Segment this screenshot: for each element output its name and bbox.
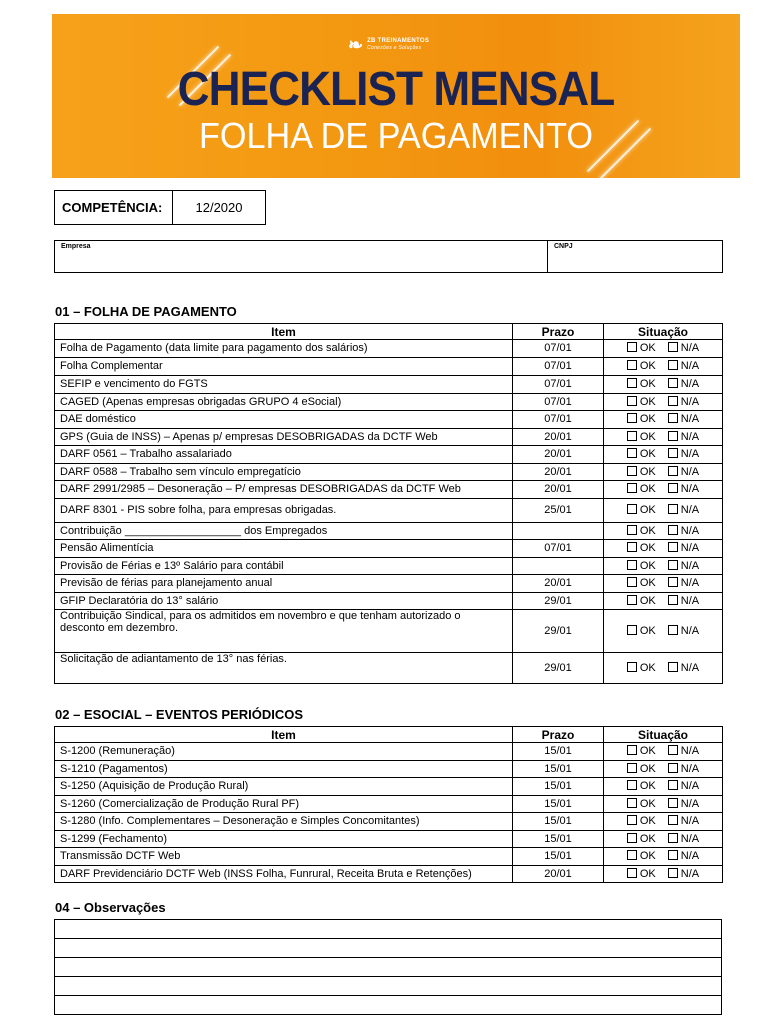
table-row (55, 357, 723, 376)
logo-name: ZB TREINAMENTOS (367, 38, 430, 44)
row-item: GPS (Guia de INSS) – Apenas p/ empresas DESOBRIGADAS da DCTF Web (55, 428, 513, 446)
na-option[interactable] (668, 431, 699, 443)
table-row (55, 411, 723, 429)
column-header-situacao: Situação (604, 727, 723, 743)
ok-label: OK (639, 815, 656, 828)
ok-label: OK (639, 360, 656, 373)
row-prazo: 15/01 (513, 743, 604, 761)
company-logo (348, 34, 429, 56)
ok-option[interactable] (627, 577, 656, 589)
na-checkbox[interactable] (668, 342, 678, 352)
row-situacao (604, 760, 723, 778)
row-item: S-1250 (Aquisição de Produção Rural) (55, 778, 513, 796)
na-label: N/A (680, 448, 700, 461)
na-label: N/A (680, 360, 700, 373)
row-item: CAGED (Apenas empresas obrigadas GRUPO 4 eSocial) (55, 393, 513, 411)
observation-line[interactable] (55, 996, 722, 1015)
ok-checkbox[interactable] (627, 780, 637, 790)
na-checkbox[interactable] (668, 504, 678, 514)
na-label: N/A (680, 542, 700, 555)
na-option[interactable] (668, 815, 699, 827)
row-situacao (604, 813, 723, 831)
row-prazo: 20/01 (513, 481, 604, 499)
ok-label: OK (639, 594, 656, 607)
ok-checkbox[interactable] (627, 868, 637, 878)
ok-option[interactable] (627, 625, 656, 637)
competencia-box (54, 190, 266, 225)
row-item: S-1210 (Pagamentos) (55, 760, 513, 778)
na-option[interactable] (668, 542, 699, 554)
table-row (55, 481, 723, 499)
section-title-folha: 01 – FOLHA DE PAGAMENTO (55, 304, 237, 319)
ok-checkbox[interactable] (627, 815, 637, 825)
observation-line[interactable] (55, 977, 722, 996)
logo-tagline: Conexões e Soluções (367, 45, 422, 51)
ok-label: OK (639, 465, 656, 478)
row-prazo: 15/01 (513, 795, 604, 813)
row-prazo: 20/01 (513, 428, 604, 446)
ok-checkbox[interactable] (627, 560, 637, 570)
na-checkbox[interactable] (668, 662, 678, 672)
na-checkbox[interactable] (668, 798, 678, 808)
na-option[interactable] (668, 763, 699, 775)
ok-checkbox[interactable] (627, 542, 637, 552)
table-row (55, 575, 723, 593)
na-checkbox[interactable] (668, 833, 678, 843)
ok-checkbox[interactable] (627, 763, 637, 773)
row-item: DARF 0588 – Trabalho sem vínculo empregatício (55, 463, 513, 481)
row-prazo: 15/01 (513, 830, 604, 848)
ok-checkbox[interactable] (627, 448, 637, 458)
row-prazo: 07/01 (513, 411, 604, 429)
na-label: N/A (680, 577, 700, 590)
page-subtitle: FOLHA DE PAGAMENTO (198, 115, 594, 156)
ok-option[interactable] (627, 342, 656, 354)
na-option[interactable] (668, 448, 699, 460)
na-option[interactable] (668, 413, 699, 425)
na-label: N/A (680, 797, 700, 810)
na-label: N/A (680, 867, 700, 880)
page-title: CHECKLIST MENSAL (177, 63, 615, 116)
ok-checkbox[interactable] (627, 413, 637, 423)
na-option[interactable] (668, 595, 699, 607)
row-item: Contribuição Sindical, para os admitidos em novembro e que tenham autorizado o desconto em dezembro. (55, 610, 513, 653)
row-situacao (604, 610, 723, 653)
header-banner (52, 14, 740, 178)
row-item: DAE doméstico (55, 411, 513, 429)
na-option[interactable] (668, 466, 699, 478)
row-situacao (604, 653, 723, 684)
ok-label: OK (639, 662, 656, 674)
row-situacao (604, 463, 723, 481)
ok-checkbox[interactable] (627, 360, 637, 370)
na-label: N/A (680, 762, 700, 775)
ok-checkbox[interactable] (627, 525, 637, 535)
ok-label: OK (639, 745, 656, 758)
observacoes-lines (54, 919, 722, 1015)
row-prazo: 15/01 (513, 813, 604, 831)
na-label: N/A (680, 780, 700, 793)
column-header-item: Item (55, 727, 513, 743)
row-prazo: 07/01 (513, 540, 604, 558)
row-prazo: 07/01 (513, 340, 604, 358)
na-label: N/A (680, 378, 700, 391)
na-checkbox[interactable] (668, 595, 678, 605)
empresa-label: Empresa (61, 243, 91, 250)
ok-option[interactable] (627, 525, 656, 537)
na-checkbox[interactable] (668, 360, 678, 370)
table-row (55, 610, 723, 653)
na-label: N/A (680, 342, 700, 355)
table-row (55, 743, 723, 761)
na-option[interactable] (668, 798, 699, 810)
na-option[interactable] (668, 662, 699, 674)
ok-label: OK (639, 797, 656, 810)
row-item: DARF 8301 - PIS sobre folha, para empresas obrigadas. (55, 498, 513, 522)
ok-option[interactable] (627, 466, 656, 478)
cnpj-field[interactable] (548, 241, 722, 272)
ok-label: OK (639, 395, 656, 408)
row-item: Contribuição ___________________ dos Empregados (55, 522, 513, 540)
cnpj-label: CNPJ (554, 243, 573, 250)
ok-checkbox[interactable] (627, 431, 637, 441)
ok-checkbox[interactable] (627, 833, 637, 843)
table-row (55, 522, 723, 540)
ok-checkbox[interactable] (627, 396, 637, 406)
ok-label: OK (639, 342, 656, 355)
row-prazo: 20/01 (513, 463, 604, 481)
ok-label: OK (639, 867, 656, 880)
na-option[interactable] (668, 560, 699, 572)
row-prazo (513, 522, 604, 540)
na-label: N/A (680, 504, 700, 516)
ok-label: OK (639, 378, 656, 391)
row-item: Pensão Alimentícia (55, 540, 513, 558)
ok-label: OK (639, 542, 656, 555)
row-item: SEFIP e vencimento do FGTS (55, 376, 513, 394)
row-prazo: 07/01 (513, 393, 604, 411)
row-item: DARF Previdenciário DCTF Web (INSS Folha, Funrural, Receita Bruta e Retenções) (55, 865, 513, 883)
row-situacao (604, 446, 723, 464)
row-prazo: 29/01 (513, 653, 604, 684)
na-checkbox[interactable] (668, 483, 678, 493)
na-option[interactable] (668, 483, 699, 495)
ok-label: OK (639, 832, 656, 845)
row-prazo: 15/01 (513, 848, 604, 866)
na-checkbox[interactable] (668, 577, 678, 587)
row-situacao (604, 340, 723, 358)
row-situacao (604, 830, 723, 848)
na-checkbox[interactable] (668, 466, 678, 476)
row-prazo: 25/01 (513, 498, 604, 522)
table-row (55, 830, 723, 848)
table-row (55, 778, 723, 796)
table-row (55, 813, 723, 831)
row-situacao (604, 376, 723, 394)
table-row (55, 498, 723, 522)
empresa-box (54, 240, 723, 273)
na-checkbox[interactable] (668, 850, 678, 860)
table-row (55, 848, 723, 866)
na-label: N/A (680, 625, 700, 637)
ok-label: OK (639, 780, 656, 793)
ok-checkbox[interactable] (627, 466, 637, 476)
table-row (55, 446, 723, 464)
row-item: DARF 0561 – Trabalho assalariado (55, 446, 513, 464)
ok-option[interactable] (627, 833, 656, 845)
esocial-checklist-table (54, 726, 723, 883)
column-header-prazo: Prazo (513, 324, 604, 340)
na-option[interactable] (668, 504, 699, 516)
row-situacao (604, 592, 723, 610)
ok-option[interactable] (627, 595, 656, 607)
ok-option[interactable] (627, 560, 656, 572)
ok-option[interactable] (627, 360, 656, 372)
ok-label: OK (639, 850, 656, 863)
ok-option[interactable] (627, 662, 656, 674)
row-prazo: 15/01 (513, 778, 604, 796)
table-row (55, 376, 723, 394)
ok-option[interactable] (627, 850, 656, 862)
ok-label: OK (639, 448, 656, 461)
na-checkbox[interactable] (668, 745, 678, 755)
na-option[interactable] (668, 378, 699, 390)
na-option[interactable] (668, 850, 699, 862)
ok-label: OK (639, 483, 656, 496)
table-row (55, 592, 723, 610)
row-situacao (604, 795, 723, 813)
competencia-value[interactable]: 12/2020 (195, 200, 243, 215)
na-checkbox[interactable] (668, 542, 678, 552)
table-row (55, 795, 723, 813)
row-prazo: 15/01 (513, 760, 604, 778)
table-row (55, 557, 723, 575)
na-checkbox[interactable] (668, 413, 678, 423)
observation-line[interactable] (55, 958, 722, 977)
na-label: N/A (680, 413, 700, 426)
ok-option[interactable] (627, 815, 656, 827)
na-checkbox[interactable] (668, 763, 678, 773)
table-row (55, 760, 723, 778)
na-checkbox[interactable] (668, 868, 678, 878)
na-option[interactable] (668, 780, 699, 792)
ok-option[interactable] (627, 413, 656, 425)
ok-label: OK (639, 625, 656, 637)
row-prazo: 20/01 (513, 446, 604, 464)
na-checkbox[interactable] (668, 525, 678, 535)
na-label: N/A (680, 524, 700, 537)
ok-checkbox[interactable] (627, 342, 637, 352)
ok-checkbox[interactable] (627, 625, 637, 635)
ok-checkbox[interactable] (627, 483, 637, 493)
ok-checkbox[interactable] (627, 378, 637, 388)
na-option[interactable] (668, 360, 699, 372)
ok-option[interactable] (627, 504, 656, 516)
row-prazo: 07/01 (513, 376, 604, 394)
row-situacao (604, 428, 723, 446)
ok-label: OK (639, 762, 656, 775)
row-item: Solicitação de adiantamento de 13° nas férias. (55, 653, 513, 684)
row-situacao (604, 393, 723, 411)
column-header-item: Item (55, 324, 513, 340)
folha-checklist-table (54, 323, 723, 684)
ok-checkbox[interactable] (627, 595, 637, 605)
ok-option[interactable] (627, 798, 656, 810)
row-item: Previsão de férias para planejamento anual (55, 575, 513, 593)
competencia-label: COMPETÊNCIA: (55, 191, 173, 224)
row-situacao (604, 522, 723, 540)
na-checkbox[interactable] (668, 560, 678, 570)
ok-option[interactable] (627, 448, 656, 460)
row-item: S-1299 (Fechamento) (55, 830, 513, 848)
table-row (55, 865, 723, 883)
column-header-prazo: Prazo (513, 727, 604, 743)
na-checkbox[interactable] (668, 396, 678, 406)
table-row (55, 340, 723, 358)
row-situacao (604, 743, 723, 761)
ok-option[interactable] (627, 483, 656, 495)
na-option[interactable] (668, 868, 699, 880)
na-option[interactable] (668, 396, 699, 408)
na-option[interactable] (668, 525, 699, 537)
ok-label: OK (639, 577, 656, 590)
na-checkbox[interactable] (668, 448, 678, 458)
ok-label: OK (639, 504, 656, 516)
row-item: GFIP Declaratória do 13° salário (55, 592, 513, 610)
observation-line[interactable] (55, 939, 722, 958)
ok-option[interactable] (627, 542, 656, 554)
row-situacao (604, 848, 723, 866)
ok-checkbox[interactable] (627, 745, 637, 755)
na-option[interactable] (668, 745, 699, 757)
ok-checkbox[interactable] (627, 850, 637, 860)
na-label: N/A (680, 832, 700, 845)
ok-checkbox[interactable] (627, 504, 637, 514)
ok-option[interactable] (627, 763, 656, 775)
na-option[interactable] (668, 833, 699, 845)
ok-label: OK (639, 524, 656, 537)
row-item: S-1200 (Remuneração) (55, 743, 513, 761)
na-checkbox[interactable] (668, 431, 678, 441)
row-situacao (604, 411, 723, 429)
row-item: DARF 2991/2985 – Desoneração – P/ empresas DESOBRIGADAS da DCTF Web (55, 481, 513, 499)
row-situacao (604, 557, 723, 575)
row-item: Provisão de Férias e 13º Salário para contábil (55, 557, 513, 575)
section-title-esocial: 02 – ESOCIAL – EVENTOS PERIÓDICOS (55, 707, 304, 722)
ok-option[interactable] (627, 378, 656, 390)
row-situacao (604, 778, 723, 796)
row-situacao (604, 357, 723, 376)
row-item: S-1280 (Info. Complementares – Desoneração e Simples Concomitantes) (55, 813, 513, 831)
ok-option[interactable] (627, 396, 656, 408)
na-label: N/A (680, 395, 700, 408)
na-label: N/A (680, 850, 700, 863)
ok-label: OK (639, 430, 656, 443)
na-label: N/A (680, 559, 700, 572)
ok-checkbox[interactable] (627, 798, 637, 808)
na-option[interactable] (668, 625, 699, 637)
ok-option[interactable] (627, 431, 656, 443)
row-situacao (604, 865, 723, 883)
table-row (55, 653, 723, 684)
column-header-situacao: Situação (604, 324, 723, 340)
row-item: Folha Complementar (55, 357, 513, 376)
row-prazo (513, 557, 604, 575)
row-prazo: 29/01 (513, 610, 604, 653)
empresa-field[interactable] (55, 241, 548, 272)
ok-option[interactable] (627, 745, 656, 757)
na-option[interactable] (668, 577, 699, 589)
row-situacao (604, 540, 723, 558)
table-row (55, 463, 723, 481)
na-checkbox[interactable] (668, 780, 678, 790)
row-prazo: 07/01 (513, 357, 604, 376)
ok-option[interactable] (627, 868, 656, 880)
observation-line[interactable] (55, 920, 722, 939)
ok-label: OK (639, 413, 656, 426)
na-label: N/A (680, 815, 700, 828)
row-prazo: 29/01 (513, 592, 604, 610)
row-item: Transmissão DCTF Web (55, 848, 513, 866)
na-label: N/A (680, 465, 700, 478)
row-prazo: 20/01 (513, 865, 604, 883)
logo-icon: ❧ (348, 35, 364, 55)
na-label: N/A (680, 483, 700, 496)
row-item: Folha de Pagamento (data limite para pagamento dos salários) (55, 340, 513, 358)
na-checkbox[interactable] (668, 378, 678, 388)
ok-option[interactable] (627, 780, 656, 792)
row-prazo: 20/01 (513, 575, 604, 593)
ok-checkbox[interactable] (627, 662, 637, 672)
ok-label: OK (639, 559, 656, 572)
row-item: S-1260 (Comercialização de Produção Rural PF) (55, 795, 513, 813)
na-label: N/A (680, 745, 700, 758)
na-label: N/A (680, 594, 700, 607)
row-situacao (604, 498, 723, 522)
na-checkbox[interactable] (668, 625, 678, 635)
na-option[interactable] (668, 342, 699, 354)
table-row (55, 393, 723, 411)
section-title-observacoes: 04 – Observações (55, 900, 166, 915)
row-situacao (604, 481, 723, 499)
row-situacao (604, 575, 723, 593)
table-row (55, 540, 723, 558)
na-checkbox[interactable] (668, 815, 678, 825)
na-label: N/A (680, 430, 700, 443)
na-label: N/A (680, 662, 700, 674)
table-row (55, 428, 723, 446)
ok-checkbox[interactable] (627, 577, 637, 587)
